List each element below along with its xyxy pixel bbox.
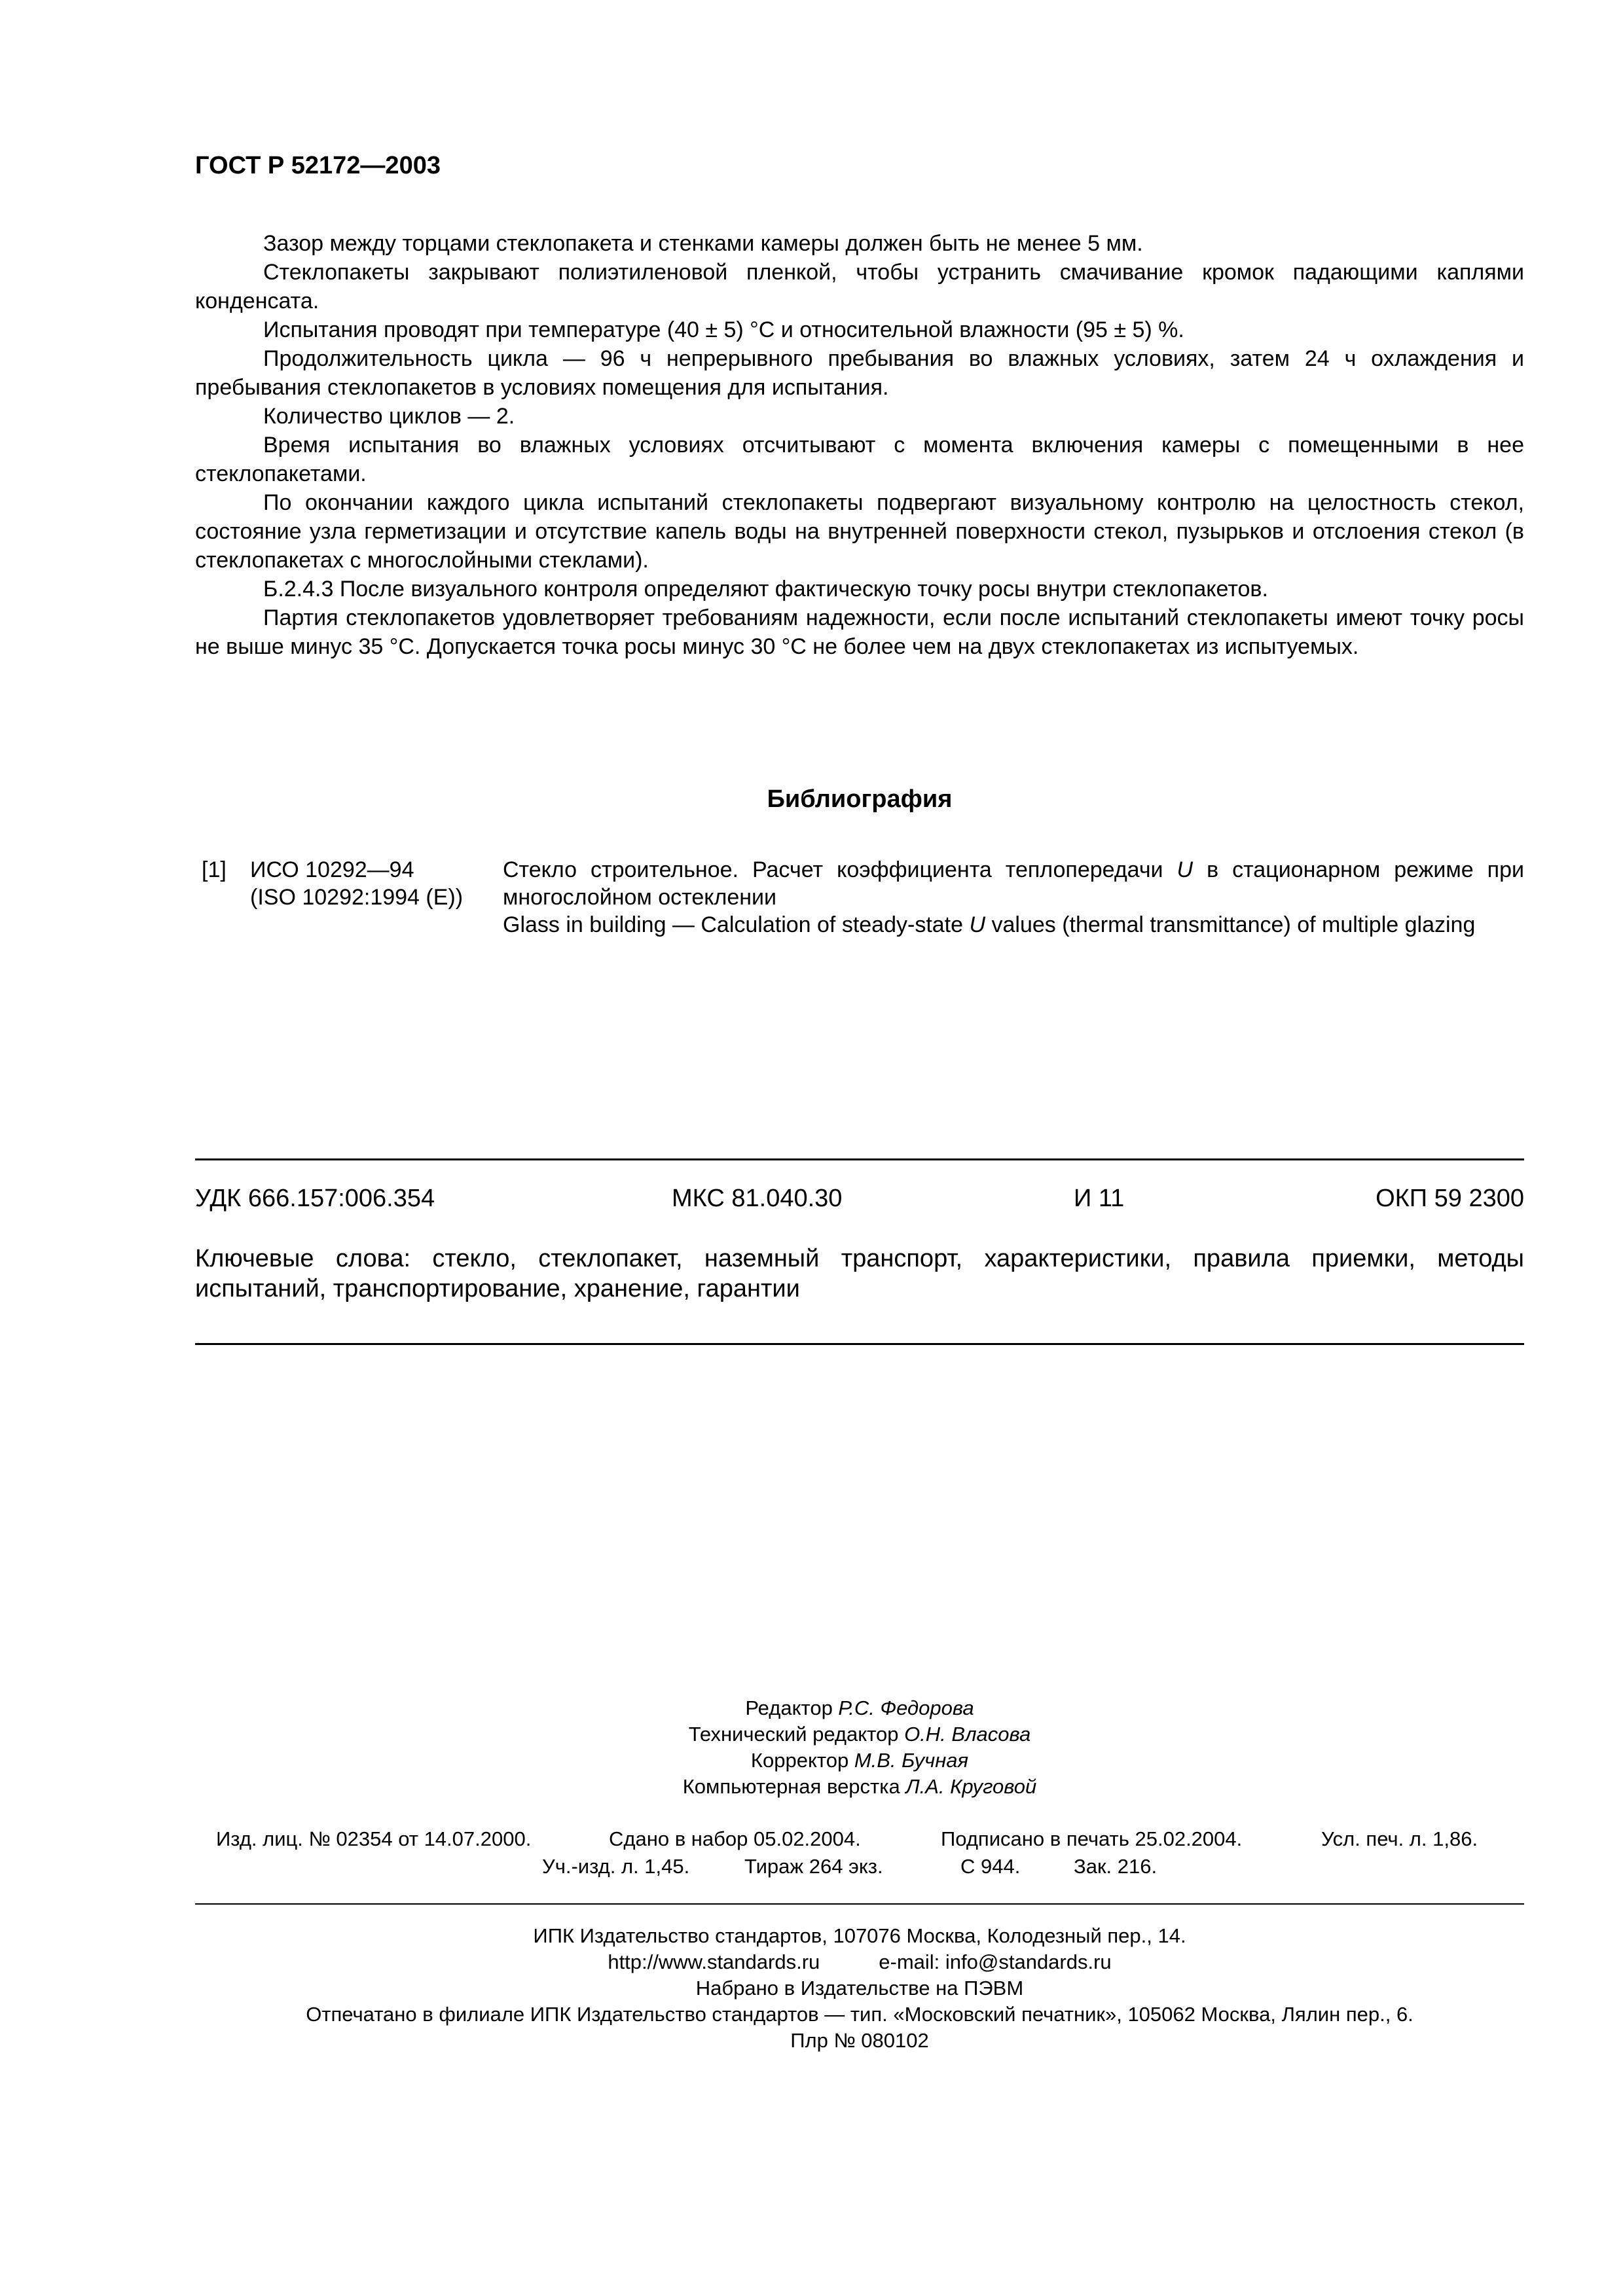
standard-code-ru: ИСО 10292—94 [250, 857, 414, 882]
bibliography-title: Библиография [767, 785, 953, 813]
credit-line: Корректор М.В. Бучная [750, 1749, 969, 1772]
editorial-credits [195, 1695, 1524, 1800]
okp-code: ОКП 59 2300 [1376, 1185, 1524, 1212]
keywords: Ключевые слова: стекло, стеклопакет, наземный транспорт, характеристики, правила приемки, методы испытаний, транспортирование, хранение, гарантии [195, 1245, 1524, 1302]
paragraph: Количество циклов — 2. [263, 404, 515, 429]
printer-info [195, 1923, 1524, 2054]
bibliography-entry-number: [1] [202, 857, 227, 882]
paragraph: Партия стеклопакетов удовлетворяет требованиям надежности, если после испытаний стеклопакеты имеют точку росы не выше минус 35 °С. Допускается точка росы минус 30 °С не более чем на двух стеклопакетах из испытуемых. [195, 605, 1524, 659]
edition-sheets: Уч.-изд. л. 1,45. [542, 1855, 690, 1878]
bibliography-entry-title [503, 856, 1524, 939]
printing-license: Плр № 080102 [790, 2029, 929, 2052]
paragraph: Время испытания во влажных условиях отсчитывают с момента включения камеры с помещенными в нее стеклопакетами. [195, 433, 1524, 486]
print-sheets: Усл. печ. л. 1,86. [1321, 1827, 1478, 1850]
printed-at-note: Отпечатано в филиале ИПК Издательство стандартов — тип. «Московский печатник», 105062 Москва, Лялин пер., 6. [306, 2003, 1413, 2026]
publisher-url: http://www.standards.ru [608, 1950, 820, 1973]
sent-to-print-date: Сдано в набор 05.02.2004. [609, 1827, 861, 1850]
title-en: Glass in building — Calculation of steady-state U values (thermal transmittance) of multiple glazing [503, 912, 1476, 937]
title-ru: Стекло строительное. Расчет коэффициента теплопередачи U в стационарном режиме при многослойном остеклении [503, 857, 1524, 910]
paragraph: Б.2.4.3 После визуального контроля определяют фактическую точку росы внутри стеклопакетов. [263, 577, 1268, 601]
standard-code-header: ГОСТ Р 52172—2003 [195, 152, 441, 179]
publisher-address: ИПК Издательство стандартов, 107076 Москва, Колодезный пер., 14. [533, 1924, 1186, 1947]
divider [195, 1903, 1524, 1905]
group-code: И 11 [1074, 1185, 1125, 1212]
divider [195, 1343, 1524, 1345]
divider [195, 1158, 1524, 1160]
order-number: Зак. 216. [1074, 1855, 1158, 1878]
publisher-contacts [195, 1949, 1524, 1975]
body-text [195, 229, 1524, 661]
credit-line: Редактор Р.С. Федорова [745, 1696, 974, 1719]
credit-line: Компьютерная верстка Л.А. Круговой [682, 1775, 1037, 1798]
mks-code: МКС 81.040.30 [672, 1185, 843, 1212]
paragraph: По окончании каждого цикла испытаний стеклопакеты подвергают визуальному контролю на целостность стекол, состояние узла герметизации и отсутствие капель воды на внутренней поверхности стекол, пузырьков и отслоения стекол (в стеклопакетах с многослойными стеклами). [195, 490, 1524, 573]
license-info: Изд. лиц. № 02354 от 14.07.2000. [216, 1827, 532, 1850]
credit-line: Технический редактор О.Н. Власова [688, 1723, 1031, 1746]
pages-code: С 944. [960, 1855, 1021, 1878]
paragraph: Продолжительность цикла — 96 ч непрерывного пребывания во влажных условиях, затем 24 ч охлаждения и пребывания стеклопакетов в условиях помещения для испытания. [195, 346, 1524, 400]
typeset-note: Набрано в Издательстве на ПЭВМ [695, 1977, 1024, 2000]
paragraph: Зазор между торцами стеклопакета и стенками камеры должен быть не менее 5 мм. [263, 231, 1143, 256]
bibliography-entry-code [250, 856, 463, 911]
signed-date: Подписано в печать 25.02.2004. [941, 1827, 1243, 1850]
udk-code: УДК 666.157:006.354 [195, 1185, 435, 1212]
standard-code-en: (ISO 10292:1994 (E)) [250, 885, 464, 910]
print-run: Тираж 264 экз. [744, 1855, 883, 1878]
paragraph: Стеклопакеты закрывают полиэтиленовой пленкой, чтобы устранить смачивание кромок падающими каплями конденсата. [195, 260, 1524, 314]
paragraph: Испытания проводят при температуре (40 ± 5) °С и относительной влажности (95 ± 5) %. [263, 317, 1184, 342]
publisher-email: e-mail: info@standards.ru [879, 1950, 1112, 1973]
